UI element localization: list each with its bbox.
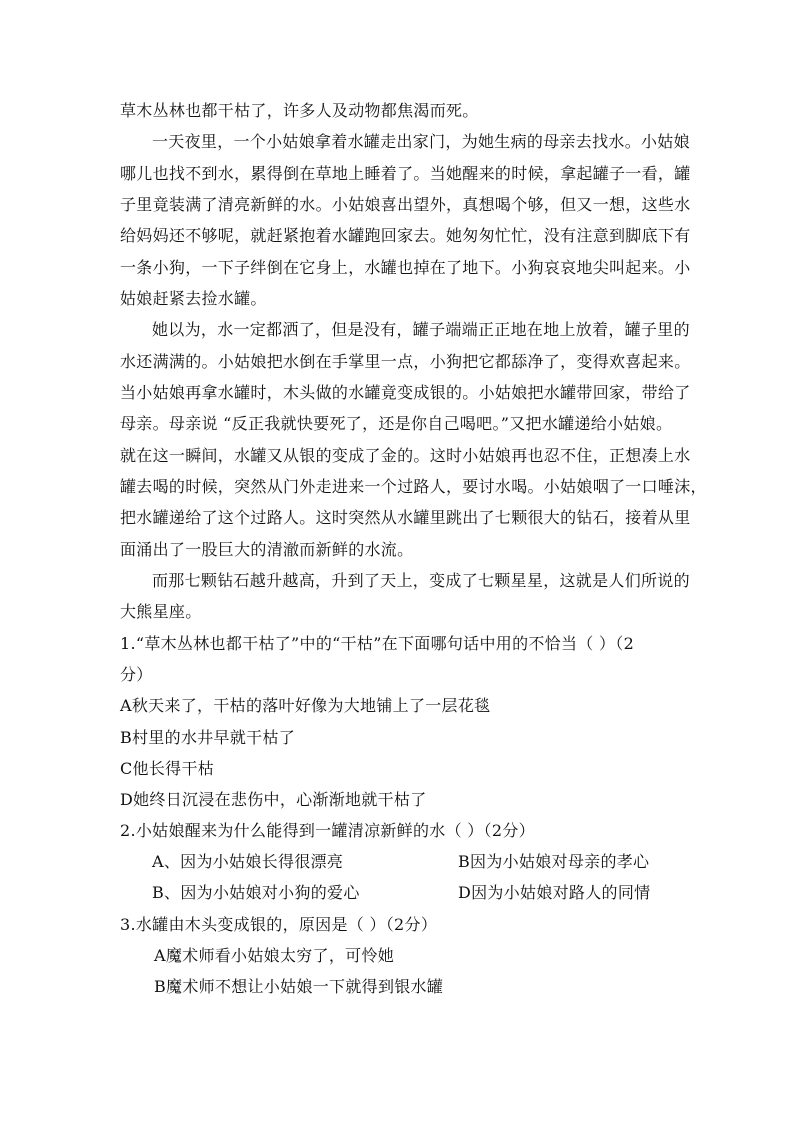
passage-line: 罐去喝的时候，突然从门外走进来一个过路人，要讨水喝。小姑娘咽了一口唾沫， [120, 477, 707, 496]
passage-line: 大熊星座。 [120, 602, 202, 621]
question-1-option-a: A秋天来了，干枯的落叶好像为大地铺上了一层花毯 [120, 696, 491, 715]
passage-line: 面涌出了一股巨大的清澈而新鲜的水流。 [120, 540, 414, 559]
passage-line: 草木丛林也都干枯了，许多人及动物都焦渴而死。 [120, 101, 479, 120]
passage-line: 把水罐递给了这个过路人。这时突然从水罐里跳出了七颗很大的钻石，接着从里 [120, 508, 691, 527]
question-3-option-b: B魔术师不想让小姑娘一下就得到银水罐 [154, 977, 444, 996]
question-2-option-a: A、因为小姑娘长得很漂亮 [152, 852, 344, 871]
question-1-option-c: C他长得干枯 [120, 759, 215, 778]
question-2-option-c: B、因为小姑娘对小狗的爱心 [152, 883, 360, 902]
passage-line: 水还满满的。小姑娘把水倒在手掌里一点，小狗把它都舔净了，变得欢喜起来。 [120, 352, 691, 371]
passage-line: 子里竟装满了清亮新鲜的水。小姑娘喜出望外，真想喝个够，但又一想，这些水 [120, 195, 691, 214]
passage-line: 姑娘赶紧去捡水罐。 [120, 289, 267, 308]
question-3-stem: 3.水罐由木头变成银的，原因是（ ）（2分） [120, 915, 438, 934]
question-1-option-d: D她终日沉浸在悲伤中，心渐渐地就干枯了 [120, 790, 427, 809]
question-2-option-d: D因为小姑娘对路人的同情 [458, 883, 651, 902]
question-1-stem-cont: 分） [120, 665, 153, 684]
passage-line: 而那七颗钻石越升越高，升到了天上，变成了七颗星星，这就是人们所说的 [152, 571, 690, 590]
passage-line: 一天夜里，一个小姑娘拿着水罐走出家门，为她生病的母亲去找水。小姑娘 [152, 132, 690, 151]
passage-line: 母亲。母亲说 “反正我就快要死了，还是你自己喝吧。”又把水罐递给小姑娘。 [120, 414, 673, 433]
passage-line: 当小姑娘再拿水罐时，木头做的水罐竟变成银的。小姑娘把水罐带回家，带给了 [120, 383, 691, 402]
passage-line: 她以为，水一定都洒了，但是没有，罐子端端正正地在地上放着，罐子里的 [152, 320, 690, 339]
question-1-option-b: B村里的水井早就干枯了 [120, 728, 296, 747]
passage-line: 就在这一瞬间，水罐又从银的变成了金的。这时小姑娘再也忍不住，正想凑上水 [120, 446, 691, 465]
passage-line: 一条小狗，一下子绊倒在它身上，水罐也掉在了地下。小狗哀哀地尖叫起来。小 [120, 258, 691, 277]
question-2-option-b: B因为小姑娘对母亲的孝心 [458, 852, 650, 871]
passage-line: 给妈妈还不够呢，就赶紧抱着水罐跑回家去。她匆匆忙忙，没有注意到脚底下有 [120, 226, 691, 245]
passage-line: 哪儿也找不到水，累得倒在草地上睡着了。当她醒来的时候，拿起罐子一看，罐 [120, 164, 691, 183]
question-2-stem: 2.小姑娘醒来为什么能得到一罐清凉新鲜的水（ ）（2分） [120, 821, 535, 840]
question-1-stem: 1.“草木丛林也都干枯了”中的“干枯”在下面哪句话中用的不恰当（ ）（2 [120, 634, 635, 653]
question-3-option-a: A魔术师看小姑娘太穷了，可怜她 [154, 946, 395, 965]
